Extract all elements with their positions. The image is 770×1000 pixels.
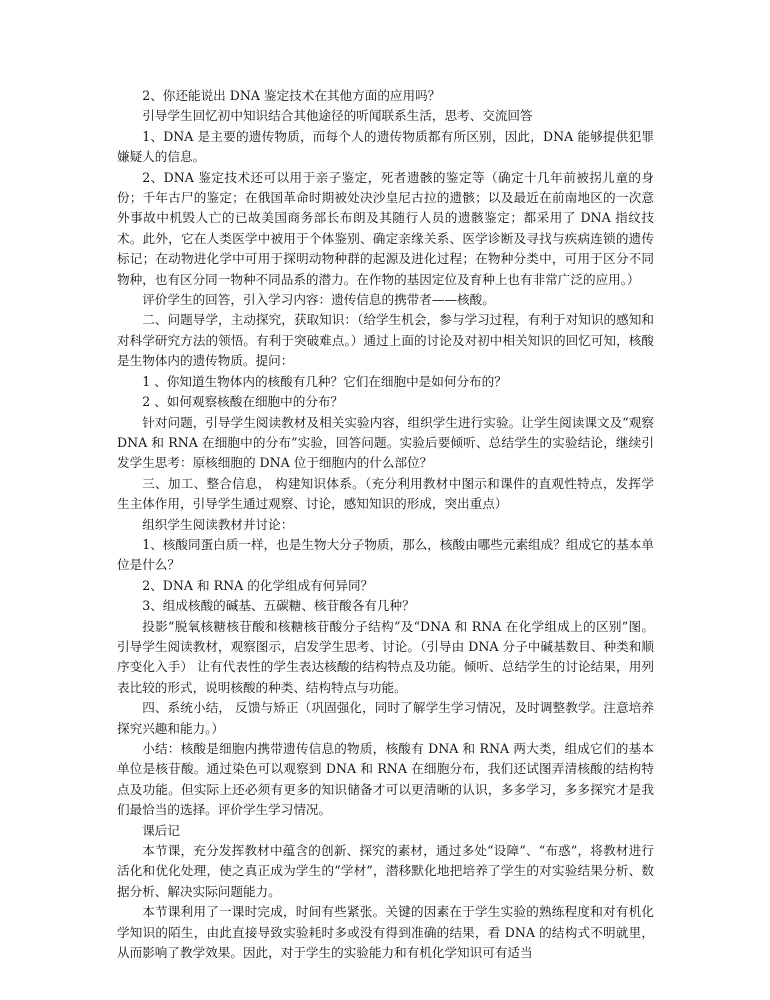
paragraph-dna-suspect: 1、DNA 是主要的遗传物质，而每个人的遗传物质都有所区别，因此，DNA 能够提供犯罪嫌疑人的信息。	[117, 128, 654, 165]
paragraph-summary: 小结：核酸是细胞内携带遗传信息的物质，核酸有 DNA 和 RNA 两大类，组成它们的基本单位是核苷酸。通过染色可以观察到 DNA 和 RNA 在细胞分布，我们还试图弄清核酸的结构特点及功能。但实际上还必须有更多的知识储备才可以更清晰的认识，多多学习，多多探究才是我们最恰当的选择。评价学生学习情况。	[117, 741, 654, 818]
paragraph-discussion-3: 3、组成核酸的碱基、五碳糖、核苷酸各有几种？	[142, 598, 415, 614]
paragraph-section-four: 四、系统小结， 反馈与矫正（巩固强化，同时了解学生学习情况，及时调整教学。注意培养探究兴趣和能力。）	[117, 700, 654, 736]
paragraph-question-2: 2 、如何观察核酸在细胞中的分布？	[142, 394, 344, 410]
paragraph-guide-recall: 引导学生回忆初中知识结合其他途径的听闻联系生活，思考、交流回答	[142, 108, 533, 124]
heading-after-class-notes: 课后记	[142, 822, 180, 838]
paragraph-organize-reading: 组织学生阅读教材并讨论：	[142, 516, 294, 532]
paragraph-discussion-2: 2、DNA 和 RNA 的化学组成有何异同？	[142, 577, 374, 593]
paragraph-experiment: 针对问题，引导学生阅读教材及相关实验内容，组织学生进行实验。让学生阅读课文及“观察 DNA 和 RNA 在细胞中的分布”实验，回答问题。实验后要倾听、总结学生的实验结论，继续引发学生思考：原核细胞的 DNA 位于细胞内的什么部位？	[117, 414, 654, 471]
paragraph-discussion-1: 1、核酸同蛋白质一样，也是生物大分子物质，那么，核酸由哪些元素组成？组成它的基本单位是什么？	[117, 536, 654, 573]
paragraph-dna-applications: 2、DNA 鉴定技术还可以用于亲子鉴定，死者遗骸的鉴定等（确定十几年前被拐儿童的身份；千年古尸的鉴定；在俄国革命时期被处决沙皇尼古拉的遗骸；以及最近在前南地区的一次意外事故中机毁人亡的已故美国商务部长布朗及其随行人员的遗骸鉴定；都采用了 DNA 指纹技术。此外，它在人类医学中被用于个体鉴别、确定亲缘关系、医学诊断及寻找与疾病连锁的遗传标记；在动物进化学中可用于探明动物种群的起源及进化过程；在物种分类中，可用于区分不同物种，也有区分同一物种不同品系的潜力。在作物的基因定位及育种上也有非常广泛的应用。）	[117, 169, 654, 287]
paragraph-question-1: 1 、你知道生物体内的核酸有几种？它们在细胞中是如何分布的？	[142, 373, 507, 389]
paragraph-projection: 投影“脱氧核糖核苷酸和核糖核苷酸分子结构”及“DNA 和 RNA 在化学组成上的区别”图。 引导学生阅读教材，观察图示，启发学生思考、讨论。（引导由 DNA 分子中碱基数目、种类和顺序变化入手） 让有代表性的学生表达核酸的结构特点及功能。倾听、总结学生的讨论结果，用列表比较的形式，说明核酸的种类、结构特点与功能。	[117, 618, 654, 695]
paragraph-evaluate-intro: 评价学生的回答，引入学习内容：遗传信息的携带者——核酸。	[142, 292, 495, 308]
paragraph-section-two: 二、问题导学，主动探究，获取知识：（给学生机会，参与学习过程，有利于对知识的感知和对科学研究方法的领悟。有利于突破难点。）通过上面的讨论及对初中相关知识的回忆可知，核酸是生物体内的遗传物质。提问：	[117, 312, 654, 369]
document-body	[117, 86, 654, 963]
paragraph-dna-question: 2、你还能说出 DNA 鉴定技术在其他方面的应用吗？	[142, 88, 441, 103]
paragraph-reflection-1: 本节课，充分发挥教材中蕴含的创新、探究的素材，通过多处“设障”、“布惑”，将教材进行活化和优化处理，使之真正成为学生的“学材”，潜移默化地把培养了学生的对实验结果分析、数据分析、解决实际问题能力。	[117, 843, 654, 899]
paragraph-section-three: 三、加工、整合信息， 构建知识体系。（充分利用教材中图示和课件的直观性特点，发挥学生主体作用，引导学生通过观察、讨论，感知知识的形成，突出重点）	[117, 475, 654, 512]
paragraph-reflection-2: 本节课利用了一课时完成，时间有些紧张。关键的因素在于学生实验的熟练程度和对有机化学知识的陌生，由此直接导致实验耗时多或没有得到准确的结果，看 DNA 的结构式不明就里，从而影响了教学效果。因此，对于学生的实验能力和有机化学知识可有适当	[117, 904, 654, 961]
